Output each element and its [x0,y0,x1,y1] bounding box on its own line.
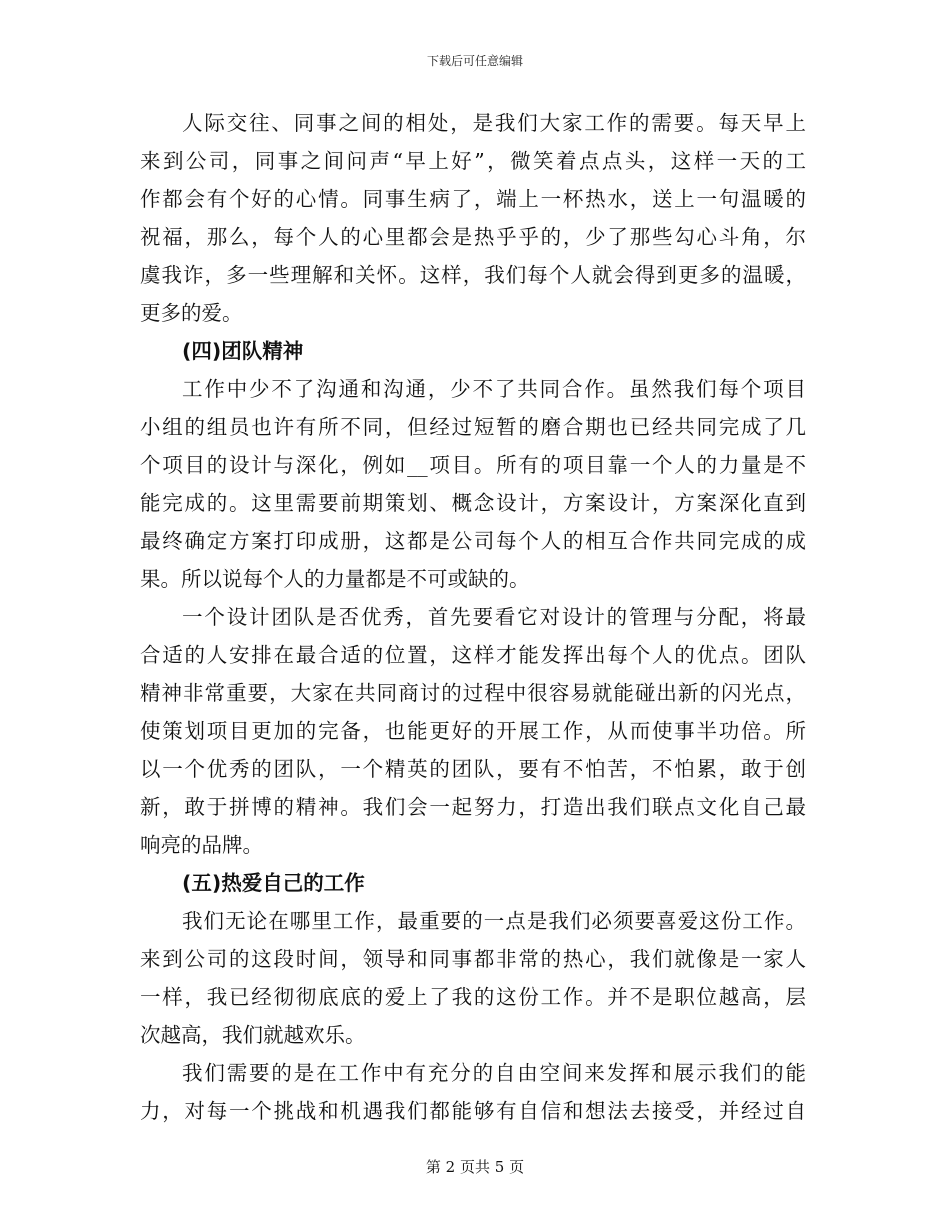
paragraph-first-line: 人际交往、同事之间的相处，是我们大家工作的需要。每天早上 [182,111,806,135]
body-text-line: 合适的人安排在最合适的位置，这样才能发挥出每个人的优点。团队 [140,643,806,667]
body-text-line: 小组的组员也许有所不同，但经过短暂的磨合期也已经共同完成了几 [140,415,806,439]
body-text-line: 个项目的设计与深化，例如__项目。所有的项目靠一个人的力量是不 [140,453,806,477]
page-number: 第 2 页共 5 页 [425,1158,525,1176]
paragraph-first-line: 我们无论在哪里工作，最重要的一点是我们必须要喜爱这份工作。 [182,909,806,933]
paragraph-last-line: 果。所以说每个人的力量都是不可或缺的。 [140,567,530,591]
paragraph-last-line: 更多的爱。 [140,301,243,325]
body-text-line: 能完成的。这里需要前期策划、概念设计，方案设计，方案深化直到 [140,491,806,515]
body-text-line: 新，敢于拼博的精神。我们会一起努力，打造出我们联点文化自己最 [140,795,806,819]
paragraph-last-line: 次越高，我们就越欢乐。 [140,1023,366,1047]
paragraph-first-line: 我们需要的是在工作中有充分的自由空间来发挥和展示我们的能 [182,1061,806,1085]
body-text-line: 以一个优秀的团队，一个精英的团队，要有不怕苦，不怕累，敢于创 [140,757,806,781]
body-text-line: 精神非常重要，大家在共同商讨的过程中很容易就能碰出新的闪光点， [140,681,806,705]
body-text-line: 虞我诈，多一些理解和关怀。这样，我们每个人就会得到更多的温暖， [140,263,806,287]
section-heading: (五)热爱自己的工作 [182,871,365,895]
body-text-line: 使策划项目更加的完备，也能更好的开展工作，从而使事半功倍。所 [140,719,806,743]
paragraph-last-line: 响亮的品牌。 [140,833,263,857]
body-text-line: 来到公司的这段时间，领导和同事都非常的热心，我们就像是一家人 [140,947,806,971]
page-header-note: 下载后可任意编辑 [426,54,523,68]
body-text-line: 来到公司，同事之间问声“早上好”，微笑着点点头，这样一天的工 [140,149,806,173]
paragraph-first-line: 工作中少不了沟通和沟通，少不了共同合作。虽然我们每个项目 [182,377,806,401]
body-text-line: 一样，我已经彻彻底底的爱上了我的这份工作。并不是职位越高，层 [140,985,806,1009]
document-body [140,104,806,1130]
paragraph-first-line: 一个设计团队是否优秀，首先要看它对设计的管理与分配，将最 [182,605,806,629]
body-text-line: 最终确定方案打印成册，这都是公司每个人的相互合作共同完成的成 [140,529,806,553]
section-heading: (四)团队精神 [182,339,304,363]
body-text-line: 作都会有个好的心情。同事生病了，端上一杯热水，送上一句温暖的 [140,187,806,211]
body-text-line: 祝福，那么，每个人的心里都会是热乎乎的，少了那些勾心斗角，尔 [140,225,806,249]
body-text-line: 力，对每一个挑战和机遇我们都能够有自信和想法去接受，并经过自 [140,1099,806,1123]
